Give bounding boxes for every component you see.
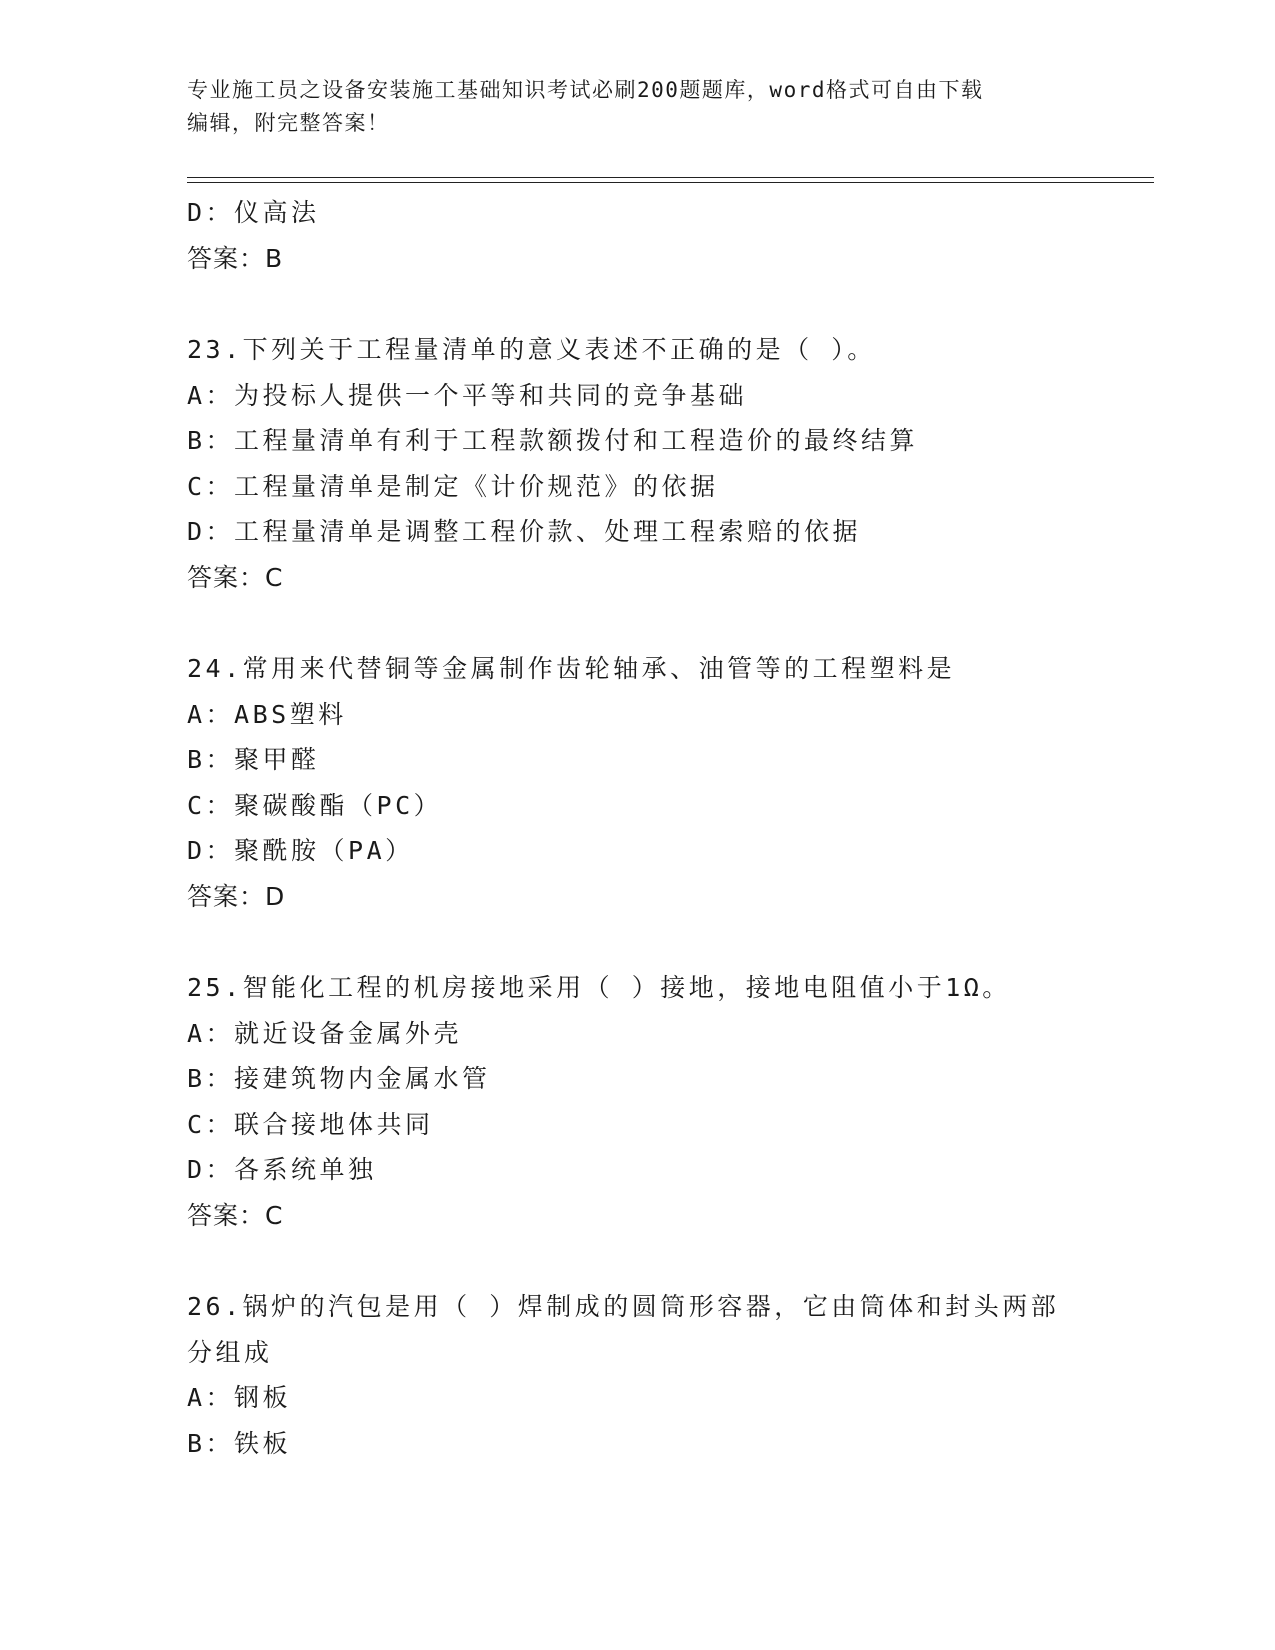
- answer: 答案：B: [187, 243, 284, 273]
- question-stem: 25.智能化工程的机房接地采用（ ）接地，接地电阻值小于1Ω。: [187, 973, 1011, 1002]
- option-a: A：为投标人提供一个平等和共同的竞争基础: [187, 380, 748, 410]
- header-divider-top: [187, 177, 1154, 178]
- header-divider-bottom: [187, 182, 1154, 183]
- header-title-line-1: 专业施工员之设备安装施工基础知识考试必刷200题题库，word格式可自由下载: [187, 78, 984, 102]
- question-stem-line-1: 26.锅炉的汽包是用（ ）焊制成的圆筒形容器，它由筒体和封头两部: [187, 1292, 1060, 1321]
- question-23: [187, 327, 1087, 600]
- option-c: C：聚碳酸酯（PC）: [187, 790, 443, 820]
- option-d: D：聚酰胺（PA）: [187, 836, 414, 865]
- question-stem-line-2: 分组成: [187, 1337, 273, 1367]
- answer: 答案：C: [187, 1200, 284, 1230]
- answer: 答案：D: [187, 881, 286, 911]
- question-24: [187, 646, 1087, 919]
- question-stem: 23.下列关于工程量清单的意义表述不正确的是（ ）。: [187, 335, 876, 364]
- option-a: A：ABS塑料: [187, 699, 347, 729]
- header-title-line-2: 编辑，附完整答案！: [187, 111, 390, 135]
- question-list: [187, 190, 1087, 1466]
- option-b: B：铁板: [187, 1428, 292, 1458]
- option-b: B：聚甲醛: [187, 745, 320, 774]
- option-d: D：仪高法: [187, 198, 320, 227]
- option-d: D：工程量清单是调整工程价款、处理工程索赔的依据: [187, 517, 862, 546]
- option-b: B：工程量清单有利于工程款额拨付和工程造价的最终结算: [187, 426, 919, 455]
- question-25: [187, 965, 1087, 1238]
- option-d: D：各系统单独: [187, 1155, 377, 1184]
- question-26: [187, 1284, 1087, 1466]
- option-b: B：接建筑物内金属水管: [187, 1064, 491, 1093]
- document-header: [187, 74, 1087, 140]
- question-22-tail: [187, 190, 1087, 281]
- answer: 答案：C: [187, 562, 284, 592]
- question-stem: 24.常用来代替铜等金属制作齿轮轴承、油管等的工程塑料是: [187, 654, 956, 683]
- option-c: C：联合接地体共同: [187, 1109, 434, 1139]
- option-a: A：钢板: [187, 1383, 292, 1412]
- option-c: C：工程量清单是制定《计价规范》的依据: [187, 471, 719, 501]
- option-a: A：就近设备金属外壳: [187, 1018, 463, 1048]
